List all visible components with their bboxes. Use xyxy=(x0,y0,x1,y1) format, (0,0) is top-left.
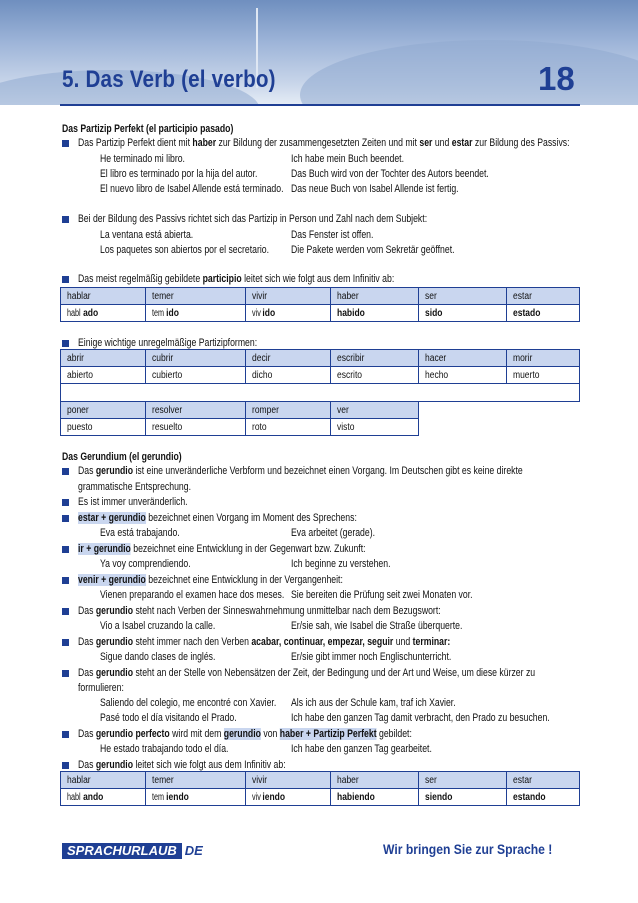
example-de: Ich habe mein Buch beendet. xyxy=(291,153,405,165)
table-empty-cell xyxy=(419,419,507,436)
bullet-square-icon xyxy=(62,276,69,283)
bullet-square-icon xyxy=(62,639,69,646)
section-heading-gerundio: Das Gerundium (el gerundio) xyxy=(62,451,182,463)
participio-regular-table xyxy=(60,287,580,322)
bullet-square-icon xyxy=(62,499,69,506)
bullet-square-icon xyxy=(62,216,69,223)
table-cell: habiendo xyxy=(331,789,419,806)
table-header-cell: vivir xyxy=(246,288,331,305)
table-header-cell: poner xyxy=(61,402,146,419)
table-cell: puesto xyxy=(61,419,146,436)
paragraph: Das gerundio perfecto wird mit dem gerundio von haber + Partizip Perfekt gebildet: xyxy=(78,728,412,740)
example-es: Sigue dando clases de inglés. xyxy=(100,651,216,663)
example-de: Er/sie gibt immer noch Englischunterricht. xyxy=(291,651,452,663)
example-es: El libro es terminado por la hija del autor. xyxy=(100,168,258,180)
table-header-cell: decir xyxy=(246,350,331,367)
table-cell: habido xyxy=(331,305,419,322)
table-spacer xyxy=(61,384,580,402)
table-cell: tem iendo xyxy=(146,789,246,806)
logo-box-text: SPRACHURLAUB xyxy=(62,843,182,859)
paragraph: Das gerundio steht immer nach den Verben acabar, continuar, empezar, seguir und terminar: xyxy=(78,636,451,648)
paragraph: Einige wichtige unregelmäßige Partizipformen: xyxy=(78,337,258,349)
table-header-cell: ser xyxy=(419,288,507,305)
participio-irregular-table xyxy=(60,349,580,436)
table-cell: hecho xyxy=(419,367,507,384)
table-cell: cubierto xyxy=(146,367,246,384)
table-cell: viv iendo xyxy=(246,789,331,806)
table-cell: habl ando xyxy=(61,789,146,806)
paragraph: Das Partizip Perfekt dient mit haber zur Bildung der zusammengesetzten Zeiten und mit ser und estar zur Bildung des Passivs: xyxy=(78,137,570,149)
paragraph-continuation: formulieren: xyxy=(78,682,124,694)
table-header-cell: estar xyxy=(507,772,580,789)
table-header-cell: hacer xyxy=(419,350,507,367)
header-divider xyxy=(60,104,580,106)
table-cell: escrito xyxy=(331,367,419,384)
example-de: Das Fenster ist offen. xyxy=(291,229,374,241)
table-cell: estando xyxy=(507,789,580,806)
table-header-cell: temer xyxy=(146,772,246,789)
example-es: Ya voy comprendiendo. xyxy=(100,558,191,570)
example-es: Pasé todo el día visitando el Prado. xyxy=(100,712,237,724)
example-de: Das Buch wird von der Tochter des Autors beendet. xyxy=(291,168,489,180)
paragraph: ir + gerundio bezeichnet eine Entwicklung in der Gegenwart bzw. Zukunft: xyxy=(78,543,366,555)
example-es: He terminado mi libro. xyxy=(100,153,185,165)
table-cell: habl ado xyxy=(61,305,146,322)
bullet-square-icon xyxy=(62,546,69,553)
example-es: El nuevo libro de Isabel Allende está terminado. xyxy=(100,183,284,195)
table-cell: siendo xyxy=(419,789,507,806)
table-empty-cell xyxy=(419,402,507,419)
table-header-cell: temer xyxy=(146,288,246,305)
footer-slogan: Wir bringen Sie zur Sprache ! xyxy=(383,842,553,857)
table-cell: estado xyxy=(507,305,580,322)
table-empty-cell xyxy=(507,419,580,436)
table-header-cell: romper xyxy=(246,402,331,419)
logo-suffix: DE xyxy=(184,843,203,858)
bullet-square-icon xyxy=(62,731,69,738)
table-cell: roto xyxy=(246,419,331,436)
table-cell: sido xyxy=(419,305,507,322)
table-header-cell: haber xyxy=(331,288,419,305)
example-de: Das neue Buch von Isabel Allende ist fertig. xyxy=(291,183,459,195)
example-de: Er/sie sah, wie Isabel die Straße überquerte. xyxy=(291,620,463,632)
example-de: Sie bereiten die Prüfung seit zwei Monaten vor. xyxy=(291,589,473,601)
paragraph: Es ist immer unveränderlich. xyxy=(78,496,188,508)
table-cell: muerto xyxy=(507,367,580,384)
paragraph: Das gerundio steht nach Verben der Sinneswahrnehmung unmittelbar nach dem Bezugswort: xyxy=(78,605,441,617)
table-header-cell: haber xyxy=(331,772,419,789)
example-de: Als ich aus der Schule kam, traf ich Xavier. xyxy=(291,697,456,709)
example-es: He estado trabajando todo el día. xyxy=(100,743,229,755)
paragraph: Das gerundio steht an der Stelle von Nebensätzen der Zeit, der Bedingung und der Art und Weise, um diese kürzer zu xyxy=(78,667,536,679)
table-cell: resuelto xyxy=(146,419,246,436)
example-es: Saliendo del colegio, me encontré con Xavier. xyxy=(100,697,277,709)
page-title: 5. Das Verb (el verbo) xyxy=(62,66,276,93)
bullet-square-icon xyxy=(62,340,69,347)
table-cell: viv ido xyxy=(246,305,331,322)
example-es: La ventana está abierta. xyxy=(100,229,194,241)
gerundio-table xyxy=(60,771,580,806)
paragraph: Das gerundio leitet sich wie folgt aus dem Infinitiv ab: xyxy=(78,759,286,771)
table-header-cell: cubrir xyxy=(146,350,246,367)
table-header-cell: escribir xyxy=(331,350,419,367)
table-empty-cell xyxy=(507,402,580,419)
paragraph: Das gerundio ist eine unveränderliche Verbform und bezeichnet einen Vorgang. Im Deutschen gibt es keine direkte xyxy=(78,465,523,477)
table-header-cell: ver xyxy=(331,402,419,419)
bullet-square-icon xyxy=(62,762,69,769)
paragraph: Das meist regelmäßig gebildete participio leitet sich wie folgt aus dem Infinitiv ab: xyxy=(78,273,395,285)
table-cell: dicho xyxy=(246,367,331,384)
page-number: 18 xyxy=(538,60,575,97)
table-header-cell: hablar xyxy=(61,772,146,789)
table-cell: visto xyxy=(331,419,419,436)
example-de: Die Pakete werden vom Sekretär geöffnet. xyxy=(291,244,455,256)
example-de: Ich habe den ganzen Tag gearbeitet. xyxy=(291,743,432,755)
bullet-square-icon xyxy=(62,468,69,475)
bullet-square-icon xyxy=(62,608,69,615)
paragraph: Bei der Bildung des Passivs richtet sich das Partizip in Person und Zahl nach dem Subjekt: xyxy=(78,213,428,225)
table-header-cell: abrir xyxy=(61,350,146,367)
table-header-cell: morir xyxy=(507,350,580,367)
example-es: Vio a Isabel cruzando la calle. xyxy=(100,620,216,632)
bullet-square-icon xyxy=(62,577,69,584)
table-cell: tem ido xyxy=(146,305,246,322)
sprachurlaub-logo xyxy=(62,843,203,859)
paragraph: estar + gerundio bezeichnet einen Vorgang im Moment des Sprechens: xyxy=(78,512,357,524)
example-es: Los paquetes son abiertos por el secretario. xyxy=(100,244,270,256)
example-de: Ich beginne zu verstehen. xyxy=(291,558,391,570)
table-header-cell: ser xyxy=(419,772,507,789)
bullet-square-icon xyxy=(62,670,69,677)
table-cell: abierto xyxy=(61,367,146,384)
table-header-cell: vivir xyxy=(246,772,331,789)
paragraph-continuation: grammatische Entsprechung. xyxy=(78,481,191,493)
table-header-cell: hablar xyxy=(61,288,146,305)
table-header-cell: estar xyxy=(507,288,580,305)
example-de: Eva arbeitet (gerade). xyxy=(291,527,376,539)
table-header-cell: resolver xyxy=(146,402,246,419)
bullet-square-icon xyxy=(62,515,69,522)
bullet-square-icon xyxy=(62,140,69,147)
example-de: Ich habe den ganzen Tag damit verbracht, den Prado zu besuchen. xyxy=(291,712,550,724)
example-es: Eva está trabajando. xyxy=(100,527,180,539)
paragraph: venir + gerundio bezeichnet eine Entwicklung in der Vergangenheit: xyxy=(78,574,343,586)
example-es: Vienen preparando el examen hace dos meses. xyxy=(100,589,285,601)
section-heading-participio: Das Partizip Perfekt (el participio pasado) xyxy=(62,123,234,135)
